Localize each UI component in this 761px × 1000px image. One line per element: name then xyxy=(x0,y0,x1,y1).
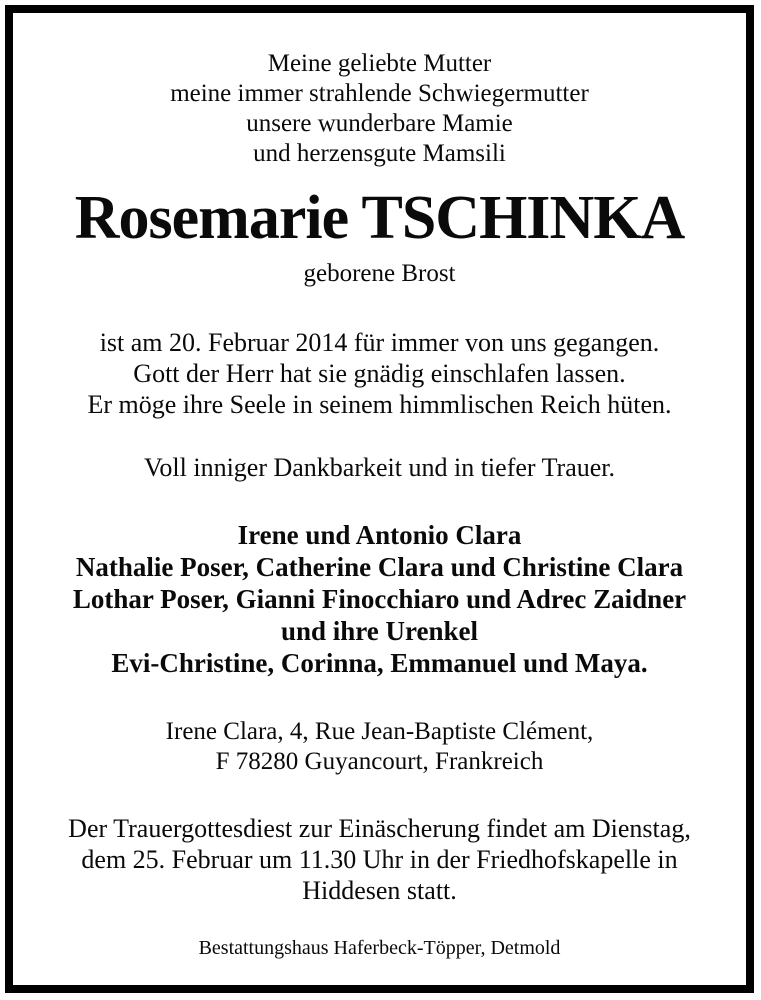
passing-line-3: Er möge ihre Seele in seinem himmlischen Reich hüten. xyxy=(87,390,672,419)
mourners-line-3: Lothar Poser, Gianni Finocchiaro und Adrec Zaidner xyxy=(72,584,687,614)
address-block xyxy=(13,717,746,777)
service-line-2: dem 25. Februar um 11.30 Uhr in der Friedhofskapelle in xyxy=(81,845,678,874)
address-line-2: F 78280 Guyancourt, Frankreich xyxy=(215,748,544,775)
grief-line: Voll inniger Dankbarkeit und in tiefer Trauer. xyxy=(143,453,616,482)
passing-line-1: ist am 20. Februar 2014 für immer von uns gegangen. xyxy=(99,328,660,357)
intro-line-4: und herzensgute Mamsili xyxy=(253,140,506,167)
funeral-home: Bestattungshaus Haferbeck-Töpper, Detmold xyxy=(198,937,561,959)
maiden-name: geborene Brost xyxy=(303,260,456,287)
mourners-line-4: und ihre Urenkel xyxy=(280,616,479,646)
mourners-block xyxy=(13,519,746,679)
intro-block xyxy=(13,49,746,169)
mourners-line-2: Nathalie Poser, Catherine Clara und Christine Clara xyxy=(75,552,684,582)
intro-line-1: Meine geliebte Mutter xyxy=(267,50,492,77)
service-block xyxy=(13,813,746,906)
service-line-1: Der Trauergottesdiest zur Einäscherung findet am Dienstag, xyxy=(68,814,691,843)
passing-line-2: Gott der Herr hat sie gnädig einschlafen lassen. xyxy=(133,359,626,388)
address-line-1: Irene Clara, 4, Rue Jean-Baptiste Clément, xyxy=(165,718,594,745)
mourners-line-5: Evi-Christine, Corinna, Emmanuel und Maya. xyxy=(111,648,648,678)
intro-line-2: meine immer strahlende Schwiegermutter xyxy=(170,80,589,107)
intro-line-3: unsere wunderbare Mamie xyxy=(246,110,513,137)
deceased-name: Rosemarie TSCHINKA xyxy=(74,184,685,252)
passing-block xyxy=(13,327,746,420)
notice-border-frame xyxy=(5,5,754,993)
mourners-line-1: Irene und Antonio Clara xyxy=(237,520,522,550)
service-line-3: Hiddesen statt. xyxy=(302,876,457,905)
